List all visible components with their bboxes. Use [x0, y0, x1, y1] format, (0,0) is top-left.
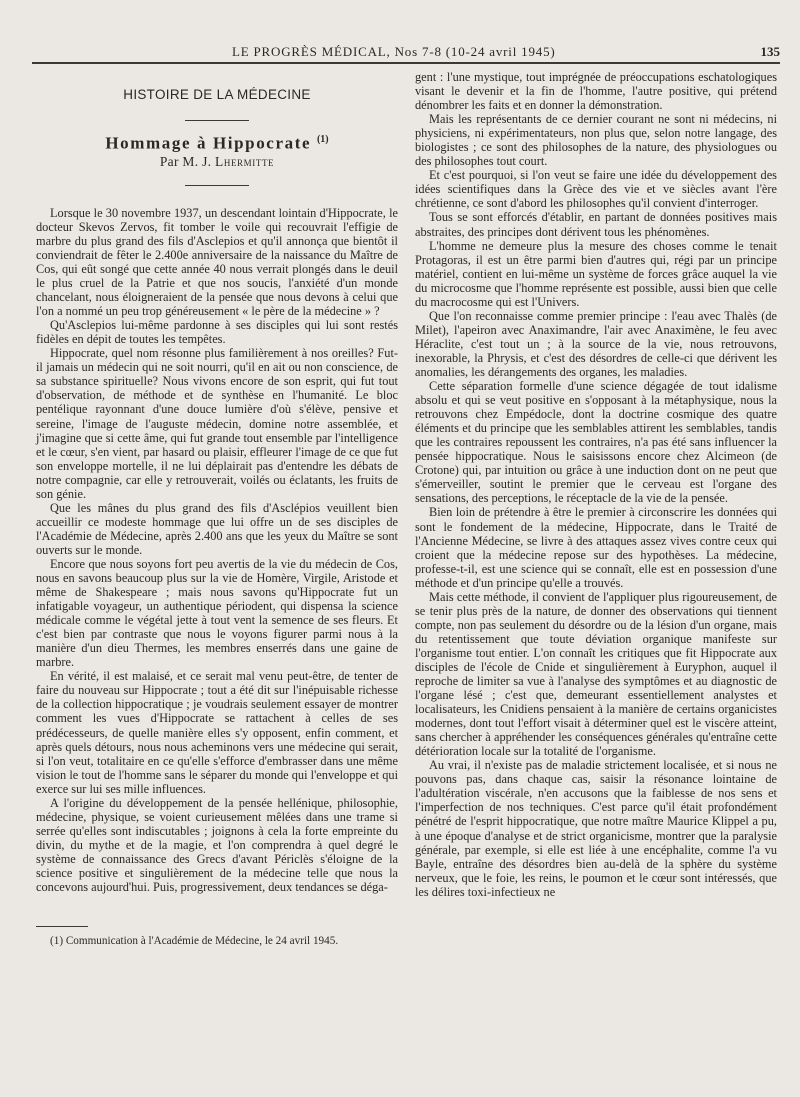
- byline-prefix: Par M. J.: [159, 153, 212, 169]
- paragraph: Cette séparation formelle d'une science dégagée de tout idalisme absolu et qui se veut positive en s'opposant à la métaphysique, nous la retrouvons chez Empédocle, dont la doctrine cosmique des quatre éléments et du principe que les semblables attirent les semblables, tandis que les contraires repoussent les contraires, n'a pas été sans influencer la pensée hippocratique. Nous le saisissons encore chez Alcimeon (de Crotone) qui, par intuition ou grâce à une induction dont on ne peut que s'émerveiller, soutint le premier que le cerveau est l'organe des sensations, des perceptions, le réceptacle de la vie de la pensée.: [415, 379, 777, 506]
- section-title: HISTOIRE DE LA MÉDECINE: [123, 87, 311, 102]
- article-title-text: Hommage à Hippocrate: [105, 133, 312, 153]
- paragraph: Encore que nous soyons fort peu avertis de la vie du médecin de Cos, nous en savons beaucoup plus sur la vie de Homère, Virgile, Aristode et même de Shakespeare ; mais nous savons qu'Hippocrate fut un infatigable voyageur, un authentique périodent, qui dispensa la science médicale comme le végétal jette à tout vent la semence de ses fleurs. Et c'est bien par contraste que nous le voyons figurer parmi nous à la manière d'un dieu Thermes, les membres enserrés dans une gaine de marbre.: [36, 556, 398, 670]
- running-header: [0, 34, 800, 60]
- paragraph: Hippocrate, quel nom résonne plus familièrement à nos oreilles? Fut-il jamais un médecin qui ne soit nourri, qu'il en ait ou non conscience, de sa substance spirituelle? Nous vivons encore de son esprit, qui fut tout d'observation, de méthode et de synthèse en l'humanité. Le bloc pentélique rayonnant d'une douce lumière d'où s'élève, pensive et sereine, l'image de l'auguste médecin, domine notre assemblée, et j'imagine que si cette âme, qui fut grande tout ensemble par l'intelligence et le cœur, s'en vient, par hasard ou plaisir, effleurer l'image de ce que fut son enveloppe mortelle, il ne lui déplairait pas d'entendre les débats de notre compagnie, car elle y retrouverait, voilés ou éclatants, les fruits de son génie.: [36, 346, 398, 501]
- paragraph: L'homme ne demeure plus la mesure des choses comme le tenait Protagoras, il est un être parmi bien d'autres qui, régi par un principe matériel, contient en lui-même un système de forces grâce auquel la vie du microcosme que l'homme représente est possible, aussi bien que celle du macrocosme qui est l'Univers.: [415, 238, 777, 309]
- paragraph: gent : l'une mystique, tout imprégnée de préoccupations eschatologiques visant le devenir et la fin de l'homme, l'autre positive, qui prétend dénombrer les faits et en donner la démonstration.: [415, 70, 777, 113]
- title-divider-top: [185, 120, 249, 121]
- left-column: [36, 70, 398, 948]
- paragraph: Et c'est pourquoi, si l'on veut se faire une idée du développement des idées scientifiques dans la Grèce des vie et ve siècles avant l'ère chrétienne, ce sont d'abord les philosophes qu'il convient d'interroger.: [415, 168, 777, 211]
- paragraph: Au vrai, il n'existe pas de maladie strictement localisée, et si nous ne pouvons pas, dans chaque cas, saisir la résonance lointaine de l'adultération viscérale, n'en accusons que la faiblesse de nos sens et l'imperfection de nos techniques. C'est parce qu'il était profondément pénétré de l'esprit hippocratique, que notre maître Maurice Klippel a pu, à une époque d'analyse et de strict organicisme, montrer que la paralysie générale, par exemple, si elle est liée à une encéphalite, comme l'a vu Bayle, entraîne des désordres bien au-delà de la sphère du système nerveux, que le foie, les reins, le poumon et le cœur sont intéressés, que les délires toxi-infectieux ne: [415, 758, 777, 899]
- paragraph: Qu'Asclepios lui-même pardonne à ses disciples qui lui sont restés fidèles en dépit de toutes les tempêtes.: [36, 318, 398, 347]
- article-title: [36, 133, 398, 151]
- author-name: Lhermitte: [215, 153, 275, 169]
- page-number: 135: [760, 44, 780, 59]
- paragraph: Lorsque le 30 novembre 1937, un descendant lointain d'Hippocrate, le docteur Skevos Zervos, fit tomber le voile qui recouvrait l'effigie de marbre du plus grand des fils d'Asclepios et qu'il annonça que bientôt il conviendrait de fêter le 2.400e anniversaire de la naissance du Maître de Cos, qui eût songé que cette année 40 nous verrait plongés dans le deuil le plus cruel de la Patrie et que nos soucis, l'anxiété d'un monde chancelant, nous éloigneraient de la pensée que nous devons à celui que l'on a nommé un peu trop généreusement « le père de la médecine » ?: [36, 205, 398, 319]
- footnote-rule: [36, 926, 88, 927]
- paragraph: En vérité, il est malaisé, et ce serait mal venu peut-être, de tenter de faire du nouveau sur Hippocrate ; tout a été dit sur l'inépuisable richesse de la collection hippocratique ; je voudrais seulement essayer de montrer comment les vues d'Hippocrate se rattachent à celles de ses prédécesseurs, de quelle manière elles s'y opposent, enfin comment, et après quels détours, nous nous acheminons vers une médecine qui serait, si l'on veut, totalitaire en ce qu'elle s'efforce d'embrasser dans une même vision le tout de l'homme sans le séparer du monde qui l'enveloppe et qui exerce sur lui ses mille influences.: [36, 669, 398, 796]
- title-divider-bottom: [185, 185, 249, 186]
- byline: [36, 155, 398, 169]
- footnote: (1) Communication à l'Académie de Médecine, le 24 avril 1945.: [50, 935, 339, 948]
- paragraph: Que l'on reconnaisse comme premier principe : l'eau avec Thalès (de Milet), l'apeiron avec Anaximandre, l'air avec Anaximène, le feu avec Héraclite, c'est tout un ; à la source de la vie, nous retrouvons, inexorable, la Phrysis, et c'est des désordres de celle-ci que dérivent les anomalies, les dérangements des organes, les maladies.: [415, 308, 777, 379]
- paragraph: Mais les représentants de ce dernier courant ne sont ni médecins, ni physiciens, ni expérimentateurs, non plus que, selon notre langage, des biologistes ; ce sont des philosophes de la nature, des physiologues ou des philosophes tout court.: [415, 112, 777, 169]
- paragraph: Tous se sont efforcés d'établir, en partant de données positives mais abstraites, des principes dont dérivent tous les phénomènes.: [415, 210, 777, 239]
- paragraph: A l'origine du développement de la pensée hellénique, philosophie, médecine, physique, se voient curieusement mêlées dans une trame si serrée qu'elles sont indiscutables ; joignons à cela la forte empreinte du divin, du mythe et de la magie, et l'on comprendra à quel degré le système de connaissance des Grecs d'avant Périclès s'éloigne de la science positive et singulièrement de la médecine telle que nous la concevons aujourd'hui. Puis, progressivement, deux tendances se déga-: [36, 795, 398, 895]
- journal-title: LE PROGRÈS MÉDICAL, Nos 7-8 (10-24 avril 1945): [232, 44, 556, 59]
- header-rule: [32, 62, 780, 64]
- title-footnote-marker: (1): [316, 134, 329, 146]
- right-column: [415, 70, 777, 899]
- paragraph: Que les mânes du plus grand des fils d'Asclépios veuillent bien accueillir ce modeste hommage que lui offre un de ses disciples de l'Académie de Médecine, après 2.400 ans que les yeux du Maître se sont ouverts sur le monde.: [36, 500, 398, 557]
- paragraph: Mais cette méthode, il convient de l'appliquer plus rigoureusement, de se tenir plus près de la nature, de donner des observations qui tiennent compte, non pas seulement du désordre ou de la lésion d'un organe, mais du retentissement que toute déviation organique manifeste sur l'organisme tout entier. L'on connaît les critiques que fit Hippocrate aux disciples de l'école de Cnide et singulièrement à Euryphon, auquel il reproche de limiter sa vue à l'analyse des symptômes et au diagnostic de l'organe lésé ; c'est que, demeurant essentiellement analystes et localisateurs, les Cnidiens pensaient à la manière de certains organicistes modernes, dont tout l'effort visait à déterminer quel est le viscère atteint, sans chercher à appréhender les conséquences générales qu'entraîne cette détérioration locale sur la totalité de l'organisme.: [415, 589, 777, 759]
- paragraph: Bien loin de prétendre à être le premier à circonscrire les données qui sont le fondement de la médecine, Hippocrate, dans le Traité de l'Ancienne Médecine, se livre à des attaques assez vives contre ceux qui croient que la médecine repose sur des hypothèses. La médecine, professe-t-il, est une science qui se connaît, elle est en possession d'une méthode et d'un principe qu'elle a trouvés.: [415, 505, 777, 590]
